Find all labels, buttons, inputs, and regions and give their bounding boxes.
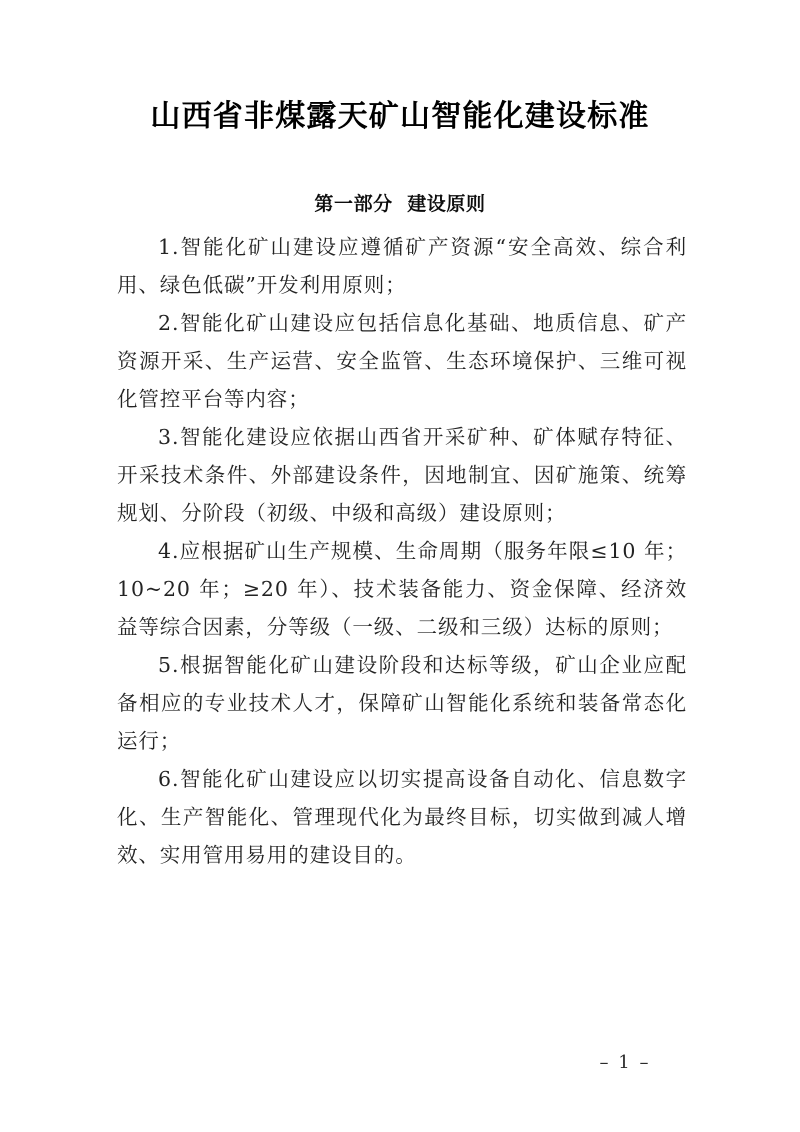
paragraph-1: 1.智能化矿山建设应遵循矿产资源“安全高效、综合利用、绿色低碳”开发利用原则； xyxy=(117,235,687,297)
paragraph-2: 2.智能化矿山建设应包括信息化基础、地质信息、矿产资源开采、生产运营、安全监管、生态环境保护、三维可视化管控平台等内容； xyxy=(117,311,687,411)
document-body xyxy=(117,228,687,874)
page-number-value: – 1 – xyxy=(599,1052,651,1073)
page-number xyxy=(0,1052,800,1073)
paragraph-5: 5.根据智能化矿山建设阶段和达标等级，矿山企业应配备相应的专业技术人才，保障矿山智能化系统和装备常态化运行； xyxy=(117,653,687,753)
paragraph-3: 3.智能化建设应依据山西省开采矿种、矿体赋存特征、开采技术条件、外部建设条件，因地制宜、因矿施策、统筹规划、分阶段（初级、中级和高级）建设原则； xyxy=(117,425,687,525)
document-title: 山西省非煤露天矿山智能化建设标准 xyxy=(150,99,650,134)
paragraph-4: 4.应根据矿山生产规模、生命周期（服务年限≤10 年；10~20 年；≥20 年）、技术装备能力、资金保障、经济效益等综合因素，分等级（一级、二级和三级）达标的原则； xyxy=(117,539,687,639)
section-heading: 第一部分 建设原则 xyxy=(314,193,486,215)
paragraph-6: 6.智能化矿山建设应以切实提高设备自动化、信息数字化、生产智能化、管理现代化为最终目标，切实做到减人增效、实用管用易用的建设目的。 xyxy=(117,767,687,867)
